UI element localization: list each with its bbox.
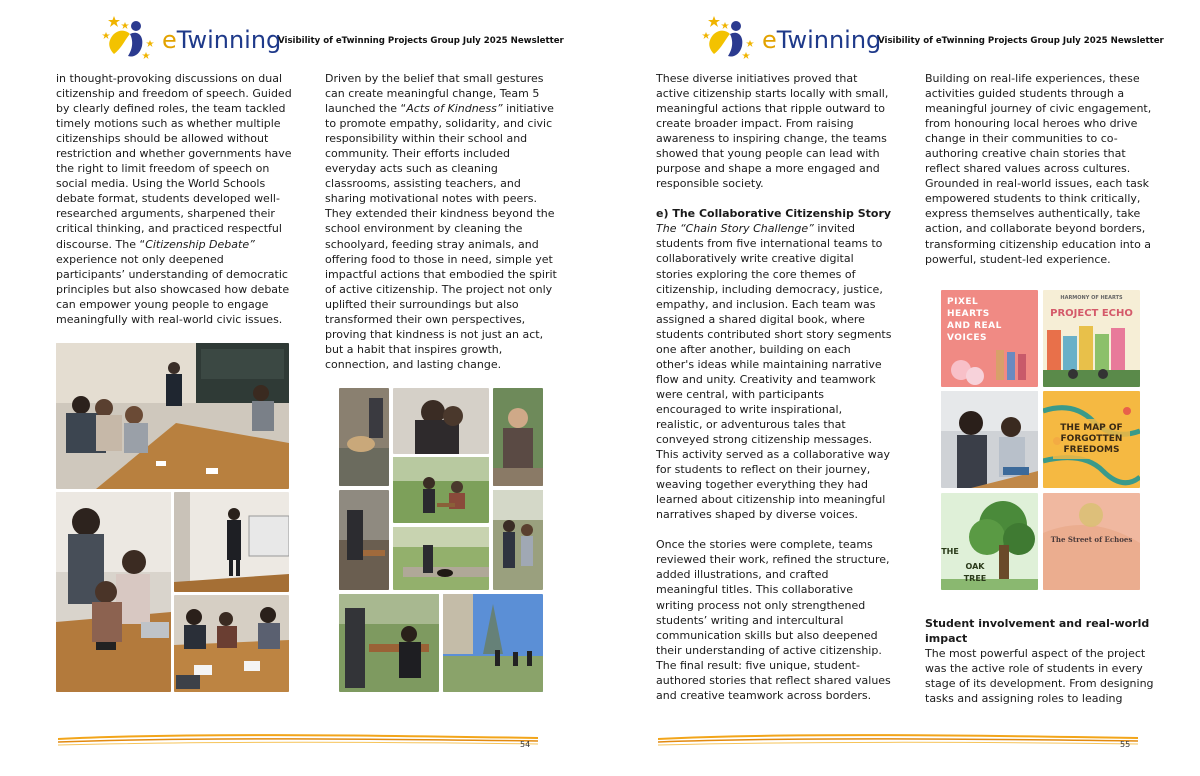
kindness-elderly-photo xyxy=(493,388,543,486)
cover-oak-tree: TREE xyxy=(963,574,987,583)
newsletter-title: Visibility of eTwinning Projects Group July 2025 Newsletter xyxy=(878,36,1164,46)
kindness-street-photo xyxy=(493,490,543,590)
cover-oak-oak: OAK xyxy=(965,562,985,571)
footer-swoosh xyxy=(58,733,538,747)
page-number: 55 xyxy=(1120,740,1131,749)
chain-story-paragraph xyxy=(656,221,892,522)
debate-speaker-photo xyxy=(174,492,289,592)
brand-rest: Twinning xyxy=(176,26,282,54)
kindness-park-help-photo xyxy=(393,457,489,523)
kindness-hug-photo xyxy=(393,388,489,454)
page-header xyxy=(700,14,1164,64)
chain-story-text: invited students from five international teams to collaboratively write creative digital stories exploring the core themes of citizenship, including democracy, justice, empathy, and inclusion. Each team was assigned a shared digital book, where students contributed short story segments one after another, building on each other's ideas while maintaining narrative flow and unity. Creativity and teamwork were central, with participants encouraged to write inspirational, realistic, or adventurous tales that conveyed strong citizenship messages. This activity served as a collaborative way for students to reflect on their journey, weaving together everything they had learned about citizenship into meaningful narratives shaped by diverse voices. xyxy=(656,222,892,522)
cover-map-title: THE MAP OF FORGOTTEN FREEDOMS xyxy=(1060,423,1123,455)
section-heading-e: e) The Collaborative Citizenship Story xyxy=(656,207,892,221)
kindness-bench-sitting-photo xyxy=(339,594,439,692)
etwinning-logo-figure-icon xyxy=(100,14,160,60)
debate-classroom-photo xyxy=(56,343,289,489)
kindness-text-2: initiative to promote empathy, solidarity, and civic responsibility within their school and community. Their efforts included everyday acts such as cleaning classrooms, assisting teachers, and sharing motivational notes with peers. They extended their kindness beyond the school environment by cleaning the schoolyard, feeding stray animals, and offering food to those in need, simple yet impactful actions that embodied the spirit of active citizenship. The project not only uplifted their surroundings but also transformed their own perspectives, proving that kindness is not just an act, but a habit that inspires growth, connection, and lasting change. xyxy=(325,102,557,371)
debate-table-photo xyxy=(174,595,289,692)
page-header xyxy=(100,14,564,64)
cover-echo-title: PROJECT ECHO xyxy=(1050,308,1133,319)
kindness-title: Acts of Kindness” xyxy=(406,102,503,116)
kindness-text-1: Driven by the belief that small gestures can create meaningful change, Team 5 launched the “ xyxy=(325,72,544,116)
right-column-1 xyxy=(656,71,892,703)
page-number: 54 xyxy=(520,740,531,749)
debate-students-laptop-photo xyxy=(56,492,171,692)
chain-story-title: Chain Story Challenge” xyxy=(685,222,814,236)
student-involvement-heading: Student involvement and real-world impact xyxy=(925,617,1150,645)
etwinning-logo-figure-icon xyxy=(700,14,760,60)
cover-oak-the: THE xyxy=(941,547,959,556)
brand-name: eTwinning xyxy=(762,26,882,54)
kindness-paragraph xyxy=(325,71,557,372)
debate-text-2: experience not only deepened participants’ understanding of democratic principles but also showcased how debate can empower young people to engage meaningfully with real-world civic issues. xyxy=(56,252,290,326)
newsletter-title: Visibility of eTwinning Projects Group July 2025 Newsletter xyxy=(278,36,564,46)
kindness-dog-walk-photo xyxy=(393,527,489,590)
left-column-2 xyxy=(325,71,557,372)
brand-rest: Twinning xyxy=(776,26,882,54)
cover-echo-subtitle: HARMONY OF HEARTS xyxy=(1060,295,1123,301)
student-involvement-text: The most powerful aspect of the project was the active role of students in every stage of its development. From designing tasks and assigning roles to leading xyxy=(925,647,1154,706)
stories-complete-paragraph: Once the stories were complete, teams reviewed their work, refined the structure, added illustrations, and crafted meaningful titles. This collaborative writing process not only strengthened students’ writing and intercultural communication skills but also deepened their understanding of active citizenship. The final result: five unique, student-authored stories that reflect shared values and creative teamwork across borders. xyxy=(656,538,891,702)
cover-pixel-hearts xyxy=(941,290,1038,387)
left-column-1 xyxy=(56,71,296,327)
cover-oak-tree xyxy=(941,493,1038,590)
footer-swoosh xyxy=(658,733,1138,747)
debate-paragraph xyxy=(56,71,296,327)
brand-name: eTwinning xyxy=(162,26,282,54)
debate-text-1: in thought-provoking discussions on dual citizenship and freedom of speech. Guided by clearly defined roles, the team tackled timely motions such as whether multiple citizenships should be allowed without restriction and whether governments have the right to limit freedom of speech on social media. Using the World Schools debate format, students developed well-researched arguments, sharpened their critical thinking, and practiced respectful discourse. The “ xyxy=(56,72,292,251)
cover-project-echo xyxy=(1043,290,1140,387)
right-column-2 xyxy=(925,71,1163,267)
chain-story-prefix: The “ xyxy=(656,222,686,236)
kindness-bench-photo xyxy=(339,490,389,590)
right-page xyxy=(600,0,1200,776)
cover-street-echoes xyxy=(1043,493,1140,590)
kindness-dog-feeding-photo xyxy=(339,388,389,486)
cover-street-title: The Street of Echoes xyxy=(1050,535,1133,544)
student-reading-photo xyxy=(941,391,1038,488)
cover-pixel-title: PIXEL HEARTS AND REAL VOICES xyxy=(947,297,1002,343)
building-paragraph: Building on real-life experiences, these activities guided students through a meaningful journey of civic engagement, from honouring local heroes who drive change in their communities to co-authoring creative chain stories that reflect shared values across cultures. Grounded in real-world issues, each task empowered students to think critically, express themselves authentically, take action, and collaborate beyond borders, transforming citizenship education into a powerful, student-led experience. xyxy=(925,72,1152,266)
etwinning-logo xyxy=(100,14,282,64)
debate-title: Citizenship Debate” xyxy=(145,237,255,251)
diverse-initiatives-paragraph: These diverse initiatives proved that active citizenship starts locally with small, meaningful actions that ripple outward to create broader impact. From raising awareness to inspiring change, the teams showed that young people can lead with purpose and shape a more engaged and responsible society. xyxy=(656,72,889,191)
student-involvement-section xyxy=(925,616,1163,706)
cover-map-freedoms xyxy=(1043,391,1140,488)
etwinning-logo xyxy=(700,14,882,64)
kindness-sky-park-photo xyxy=(443,594,543,692)
